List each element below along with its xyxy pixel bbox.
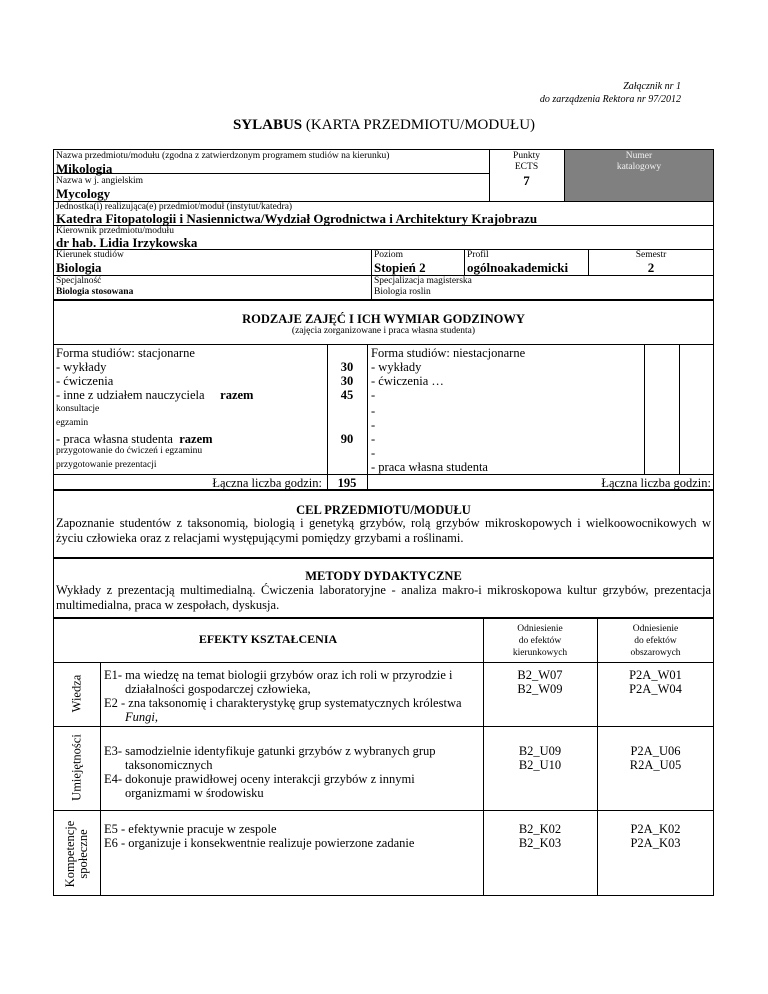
own-work-hours: 90 (340, 432, 354, 446)
ects-label-1: Punkty (513, 151, 540, 161)
pt-dash-4: - (371, 432, 376, 446)
dir-ref: B2_K02 (518, 822, 562, 836)
level-value: Stopień 2 (374, 260, 426, 275)
dir-ref: B2_U09 (518, 744, 562, 758)
area-ref: P2A_K02 (630, 822, 681, 836)
effect-line: E6 - organizuje i konsekwentnie realizuje powierzone zadanie (104, 836, 415, 850)
pt-exercises-label: - ćwiczenia … (371, 374, 444, 388)
area-ref: P2A_K03 (630, 836, 681, 850)
prep-presentation-label: przygotowanie prezentacji (56, 460, 157, 470)
course-name: Mikologia (56, 161, 113, 176)
consult-label: konsultacje (56, 404, 100, 414)
attachment-line-2: do zarządzenia Rektora nr 97/2012 (539, 94, 681, 105)
catalog-label-1: Numer (625, 151, 653, 161)
pt-lectures-label: - wykłady (371, 360, 422, 374)
english-name-label: Nazwa w j. angielskim (56, 176, 144, 186)
ects-label-2: ECTS (514, 162, 539, 172)
effect-line: E1- ma wiedzę na temat biologii grzybów oraz ich roli w przyrodzie i (104, 668, 453, 682)
head-label: Kierownik przedmiotu/modułu (56, 226, 174, 236)
head-value: dr hab. Lidia Irzykowska (56, 235, 198, 250)
dir-ref: B2_W09 (517, 682, 563, 696)
own-work-text: - praca własna studenta (56, 432, 173, 446)
own-work-razem: razem (179, 432, 213, 446)
other-label (56, 388, 253, 402)
category-knowledge: Wiedza (69, 674, 84, 713)
effect-line: E5 - efektywnie pracuje w zespole (104, 822, 277, 836)
area-ref: P2A_W01 (629, 668, 682, 682)
profile-value: ogólnoakademicki (467, 260, 569, 275)
category-social-line-2: społeczne (76, 829, 90, 879)
methods-text: Wykłady z prezentacją multimedialną. Ćwiczenia laboratoryjne - analiza makro-i mikroskopowa kultur grzybów, prezentacja multimedialna, praca w zespołach, dyskusja. (56, 583, 711, 612)
total-hours-left: 195 (337, 476, 357, 490)
effect-line: Fungi, (125, 710, 158, 724)
effect-line: taksonomicznych (125, 758, 213, 772)
field-label: Kierunek studiów (56, 250, 124, 260)
col-dir-1: Odniesienie (517, 624, 563, 634)
other-razem: razem (220, 388, 254, 402)
lectures-hours: 30 (340, 360, 354, 374)
pt-own-work-label: - praca własna studenta (371, 460, 488, 474)
goal-text: Zapoznanie studentów z taksonomią, biologią i genetyką grzybów, rolą grzybów mikroskopowych i wielkoowocnikowych w życiu człowieka oraz z relacjami występującymi pomiędzy grzybami a roślinami. (56, 516, 711, 545)
effect-line: organizmami w środowisku (125, 786, 264, 800)
document-title-bold: SYLABUS (232, 117, 303, 133)
document-title-rest: (KARTA PRZEDMIOTU/MODUŁU) (302, 117, 536, 133)
effect-line: działalności gospodarczej człowieka, (125, 682, 311, 696)
total-label-left: Łączna liczba godzin: (212, 476, 322, 490)
effect-line: E4- dokonuje prawidłowej oceny interakcji grzybów z innymi (104, 772, 415, 786)
form-part-time: Forma studiów: niestacjonarne (371, 346, 526, 360)
area-ref: P2A_U06 (630, 744, 681, 758)
level-label: Poziom (374, 250, 404, 260)
effect-line: E2 - zna taksonomię i charakterystykę grup systematycznych królestwa (104, 696, 462, 710)
mspec-value: Biologia roslin (374, 287, 431, 297)
area-ref: R2A_U05 (629, 758, 682, 772)
area-ref: P2A_W04 (629, 682, 682, 696)
unit-label: Jednostka(i) realizująca(e) przedmiot/moduł (instytut/katedra) (56, 202, 293, 212)
exercises-label: - ćwiczenia (56, 374, 114, 388)
dir-ref: B2_K03 (518, 836, 562, 850)
hours-title: RODZAJE ZAJĘĆ I ICH WYMIAR GODZINOWY (242, 312, 525, 326)
form-stationary: Forma studiów: stacjonarne (56, 346, 195, 360)
col-area-1: Odniesienie (632, 624, 679, 634)
dir-ref: B2_U10 (518, 758, 562, 772)
pt-dash-3: - (371, 418, 376, 432)
effects-title: EFEKTY KSZTAŁCENIA (198, 632, 338, 646)
semester-value: 2 (647, 260, 655, 275)
attachment-note (540, 80, 681, 106)
col-area-3: obszarowych (630, 648, 681, 658)
other-hours: 45 (340, 388, 354, 402)
prep-exercises-label: przygotowanie do ćwiczeń i egzaminu (56, 446, 203, 456)
spec-value: Biologia stosowana (56, 287, 134, 297)
col-dir-3: kierunkowych (512, 648, 568, 658)
category-social-competences (64, 813, 90, 895)
pt-dash-5: - (371, 446, 376, 460)
category-skills: Umiejętności (69, 734, 84, 801)
own-work-label (56, 432, 213, 446)
attachment-line-1: Załącznik nr 1 (623, 81, 681, 92)
semester-label: Semestr (635, 250, 667, 260)
field-value: Biologia (56, 260, 102, 275)
hours-subtitle: (zajęcia zorganizowane i praca własna studenta) (291, 326, 476, 336)
col-dir-2: do efektów (518, 636, 562, 646)
other-label-text: - inne z udziałem nauczyciela (56, 388, 205, 402)
spec-label: Specjalność (56, 276, 102, 286)
pt-dash-2: - (371, 404, 376, 418)
lectures-label: - wykłady (56, 360, 107, 374)
course-name-label: Nazwa przedmiotu/modułu (zgodna z zatwierdzonym programem studiów na kierunku) (56, 151, 390, 161)
methods-title: METODY DYDAKTYCZNE (305, 569, 462, 583)
document-title (0, 117, 768, 134)
goal-title: CEL PRZEDMIOTU/MODUŁU (296, 503, 471, 517)
unit-value: Katedra Fitopatologii i Nasiennictwa/Wydział Ogrodnictwa i Architektury Krajobrazu (56, 211, 538, 226)
dir-ref: B2_W07 (517, 668, 563, 682)
col-area-2: do efektów (634, 636, 677, 646)
effect-line: E3- samodzielnie identyfikuje gatunki grzybów z wybranych grup (104, 744, 436, 758)
catalog-label-2: katalogowy (616, 162, 662, 172)
exercises-hours: 30 (340, 374, 354, 388)
pt-dash-1: - (371, 388, 376, 402)
exam-label: egzamin (56, 418, 89, 428)
mspec-label: Specjalizacja magisterska (374, 276, 472, 286)
ects-value: 7 (523, 173, 530, 188)
english-name: Mycology (56, 186, 111, 201)
profile-label: Profil (467, 250, 489, 260)
total-label-right: Łączna liczba godzin: (601, 476, 711, 490)
category-social-line-1: Kompetencje (63, 820, 77, 888)
